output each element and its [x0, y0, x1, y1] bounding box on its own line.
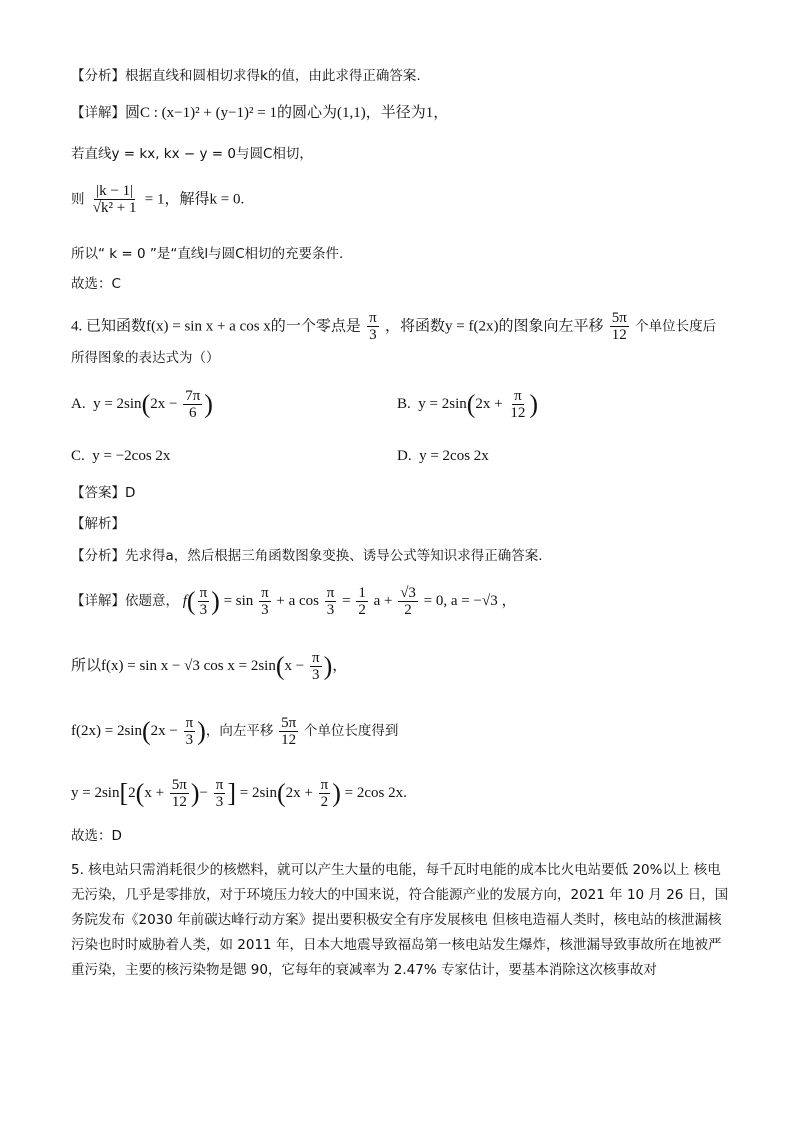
frac-den: 2: [404, 602, 412, 618]
option-c-expr: y = −2cos 2x: [92, 448, 171, 464]
analysis-tag: 【分析】: [71, 68, 125, 84]
frac-num: π: [199, 585, 208, 601]
rparen: ): [211, 586, 220, 616]
option-a-label: A.: [71, 395, 86, 412]
q3-detail: [71, 103, 448, 123]
q4-detail-line2: [71, 650, 347, 683]
pi-over-3: [259, 585, 271, 618]
analysis-text: 根据直线和圆相切求得k的值，由此求得正确答案.: [125, 68, 421, 84]
frac-num: √3: [400, 585, 416, 601]
f-simplified: 所以f(x) = sin x − √3 cos x = 2sin: [71, 657, 276, 674]
option-b-expr: y = 2sin: [418, 395, 467, 412]
frac-den: 3: [261, 602, 269, 618]
frac-den: 12: [611, 327, 627, 343]
frac-den: 2: [358, 602, 366, 618]
rbracket: ]: [227, 778, 236, 808]
frac-den: 3: [215, 794, 224, 810]
q4-detail-line4: [71, 777, 407, 810]
frac-num: 5π: [281, 715, 297, 731]
pi-over-2: [319, 777, 331, 810]
then-prefix: 则: [71, 191, 85, 208]
frac-den: 12: [510, 405, 526, 421]
q3-tangent-condition: [71, 144, 313, 164]
q3-conclusion: [71, 244, 343, 264]
shift-fraction: [610, 310, 629, 343]
option-c[interactable]: [71, 446, 170, 466]
frac-num: π: [369, 310, 377, 326]
conclusion-text: 所以“ k = 0 ”是“直线l与圆C相切的充要条件.: [71, 246, 344, 262]
rparen: ): [323, 651, 333, 681]
frac-num: π: [320, 777, 329, 793]
distance-fraction: [91, 183, 139, 216]
unit-text: 个单位长度得到: [303, 722, 399, 739]
q4-detail-line1: [71, 585, 516, 618]
q4-detail-line3: [71, 715, 398, 748]
pi-over-3: [198, 585, 210, 618]
option-c-label: C.: [71, 448, 85, 464]
q4-jiexi: [71, 514, 125, 534]
one-half: [356, 585, 368, 618]
option-b-inner: 2x +: [475, 395, 503, 412]
shift-text: ，向左平移: [205, 722, 274, 739]
option-a-inner: 2x −: [150, 395, 178, 412]
sin-text: = sin: [223, 592, 254, 609]
circle-equation: 圆C : (x−1)² + (y−1)² = 1的圆心为(1,1)，半径为1，: [125, 105, 449, 121]
distance-denominator: √k² + 1: [92, 200, 137, 216]
option-a-expr: y = 2sin: [93, 395, 142, 412]
frac-num: π: [326, 585, 335, 601]
option-b-label: B.: [397, 395, 411, 412]
stem-line2-text: 所得图象的表达式为（）: [71, 350, 220, 366]
frac-den: 12: [171, 794, 187, 810]
frac-num: 7π: [185, 388, 201, 404]
frac-num: π: [312, 650, 320, 666]
q4-stem-line1: [71, 310, 716, 343]
option-a[interactable]: [71, 388, 213, 421]
option-d-label: D.: [397, 448, 412, 464]
stem-part-b: ，将函数y = f(2x)的图象向左平移: [385, 318, 604, 335]
frac-num: π: [215, 777, 224, 793]
lparen: (: [141, 389, 151, 419]
y-expr: y = 2sin: [71, 784, 120, 801]
eq-2sin: = 2sin: [239, 784, 277, 801]
option-d-expr: y = 2cos 2x: [419, 448, 489, 464]
zero-fraction: [367, 310, 379, 343]
q4-analysis: [71, 546, 543, 566]
inner: 2x −: [150, 722, 178, 739]
option-a-fraction: [183, 388, 202, 421]
pi-over-3: [214, 777, 226, 810]
equals: =: [342, 592, 351, 609]
comma: ，: [332, 657, 348, 674]
tangent-condition-text: 若直线y = kx, kx − y = 0与圆C相切，: [71, 146, 313, 162]
frac-num: 5π: [611, 310, 627, 326]
frac-num: π: [514, 388, 522, 404]
q3-distance-line: [71, 183, 244, 216]
inner: x +: [144, 784, 165, 801]
frac-den: 3: [312, 667, 320, 683]
lparen: (: [276, 778, 286, 808]
minus: −: [199, 784, 208, 801]
detail-tag: 【详解】依题意，: [71, 592, 179, 609]
option-b[interactable]: [397, 388, 538, 421]
rparen: ): [197, 716, 206, 746]
lparen: (: [141, 716, 151, 746]
rparen: ): [529, 389, 539, 419]
frac-num: 1: [358, 585, 366, 601]
rparen: ): [190, 778, 200, 808]
q4-stem-line2: [71, 348, 220, 368]
stem-part-c: 个单位长度后: [635, 318, 717, 335]
pi-over-3: [310, 650, 322, 683]
frac-den: 3: [185, 732, 194, 748]
distance-numerator: |k − 1|: [96, 183, 134, 199]
detail-tag: 【详解】: [71, 105, 125, 121]
then-suffix: = 1，解得k = 0.: [144, 191, 245, 208]
q3-choice: [71, 274, 121, 294]
frac-den: 2: [320, 794, 329, 810]
frac-den: 6: [188, 405, 197, 421]
pi-over-3: [184, 715, 196, 748]
q4-choice: [71, 826, 122, 846]
lbracket: [: [119, 778, 129, 808]
lparen: (: [135, 778, 145, 808]
frac-num: π: [185, 715, 194, 731]
choice-text: 故选：D: [71, 828, 122, 844]
rparen: ): [204, 389, 213, 419]
rparen: ): [332, 778, 341, 808]
option-b-fraction: [508, 388, 527, 421]
frac-num: π: [261, 585, 269, 601]
lparen: (: [186, 586, 196, 616]
f-symbol: f: [182, 592, 187, 609]
jiexi-text: 【解析】: [71, 516, 125, 532]
q3-analysis: [71, 66, 421, 86]
inner: x −: [284, 657, 305, 674]
inner2: 2x +: [285, 784, 313, 801]
frac-den: 3: [369, 327, 377, 343]
q5-paragraph: [71, 858, 731, 983]
f2x-expr: f(2x) = 2sin: [71, 722, 142, 739]
frac-den: 12: [281, 732, 297, 748]
frac-den: 3: [199, 602, 208, 618]
frac-num: 5π: [171, 777, 187, 793]
q5-text: 5. 核电站只需消耗很少的核燃料，就可以产生大量的电能，每千瓦时电能的成本比火电站要低 20%以上 核电无污染，几乎是零排放，对于环境压力较大的中国来说，符合能源产业的发展方向，2021 年 10 月 26 日，国务院发布《2030 年前碳达峰行动方案》提出要积极安全有序发展核电 但核电造福人类时，核电站的核泄漏核污染也时时威胁着人类，如 2011 年，日本大地震导致福岛第一核电站发生爆炸，核泄漏导致事故所在地被严重污染，主要的核污染物是锶 90，它每年的衰减率为 2.47% 专家估计，要基本消除这次核事故对: [71, 862, 729, 978]
result-a: = 0, a = −√3 ，: [423, 592, 517, 609]
shift-fraction: [170, 777, 189, 810]
pi-over-3: [325, 585, 337, 618]
q4-answer: [71, 483, 135, 503]
sqrt3-over-2: [398, 585, 418, 618]
frac-den: 3: [326, 602, 335, 618]
coef: 2: [128, 784, 136, 801]
acos-text: + a cos: [276, 592, 320, 609]
lparen: (: [275, 651, 285, 681]
a-plus: a +: [373, 592, 393, 609]
stem-part-a: 4. 已知函数f(x) = sin x + a cos x的一个零点是: [71, 318, 361, 335]
analysis-text: 【分析】先求得a，然后根据三角函数图象变换、诱导公式等知识求得正确答案.: [71, 548, 543, 564]
lparen: (: [466, 389, 476, 419]
shift-fraction: [279, 715, 298, 748]
option-d[interactable]: [397, 446, 489, 466]
answer-text: 【答案】D: [71, 485, 136, 501]
choice-text: 故选：C: [71, 276, 121, 292]
final-result: = 2cos 2x.: [344, 784, 407, 801]
